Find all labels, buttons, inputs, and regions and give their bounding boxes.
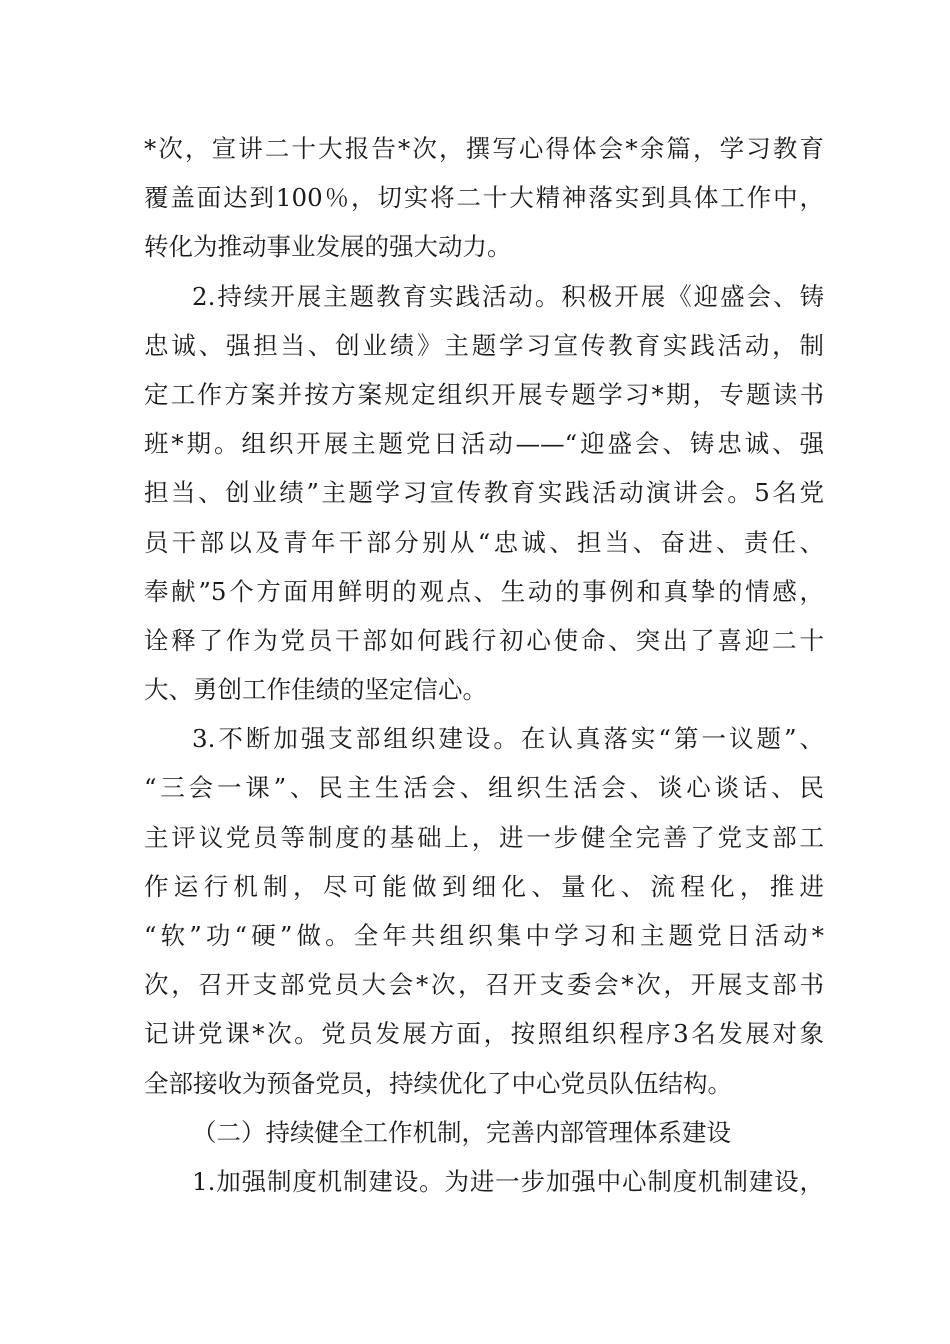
text-line: 奉献”5个方面用鲜明的观点、生动的事例和真挚的情感， (144, 576, 824, 606)
text-line: 作运行机制，尽可能做到细化、量化、流程化，推进 (144, 871, 824, 901)
text-line: *次，宣讲二十大报告*次，撰写心得体会*余篇，学习教育 (144, 134, 824, 163)
text-line: 3.不断加强支部组织建设。在认真落实“第一议题”、 (192, 724, 824, 754)
text-line: 诠释了作为党员干部如何践行初心使命、突出了喜迎二十 (144, 625, 824, 655)
text-line: 担当、创业绩”主题学习宣传教育实践活动演讲会。5名党 (144, 478, 824, 508)
text-line: 次，召开支部党员大会*次，召开支委会*次，开展支部书 (144, 970, 824, 1000)
text-line: 1.加强制度机制建设。为进一步加强中心制度机制建设， (192, 1166, 824, 1196)
text-line: 记讲党课*次。党员发展方面，按照组织程序3名发展对象 (144, 1019, 824, 1049)
paragraph-branch-organization (144, 714, 824, 1108)
paragraph-system-building (144, 1157, 824, 1206)
paragraph-theme-education (144, 272, 824, 715)
text-line: 定工作方案并按方案规定组织开展专题学习*期，专题读书 (144, 379, 824, 409)
paragraph-study-coverage (144, 124, 824, 272)
document-body (144, 124, 824, 1206)
text-line: 班*期。组织开展主题党日活动——“迎盛会、铸忠诚、强 (144, 429, 824, 459)
section-heading-text: （二）持续健全工作机制，完善内部管理体系建设 (192, 1117, 731, 1147)
text-line: 大、勇创工作佳绩的坚定信心。 (144, 675, 487, 705)
text-line: 转化为推动事业发展的强大动力。 (144, 232, 512, 262)
text-line: 忠诚、强担当、创业绩》主题学习宣传教育实践活动，制 (144, 330, 824, 360)
text-line: “三会一课”、民主生活会、组织生活会、谈心谈话、民 (144, 773, 824, 803)
section-heading (144, 1108, 824, 1157)
text-line: 主评议党员等制度的基础上，进一步健全完善了党支部工 (144, 822, 824, 852)
text-line: 全部接收为预备党员，持续优化了中心党员队伍结构。 (144, 1068, 732, 1098)
text-line: “软”功“硬”做。全年共组织集中学习和主题党日活动* (144, 921, 824, 950)
text-line: 覆盖面达到100％，切实将二十大精神落实到具体工作中， (144, 183, 824, 213)
text-line: 2.持续开展主题教育实践活动。积极开展《迎盛会、铸 (192, 281, 824, 311)
text-line: 员干部以及青年干部分别从“忠诚、担当、奋进、责任、 (144, 527, 824, 557)
